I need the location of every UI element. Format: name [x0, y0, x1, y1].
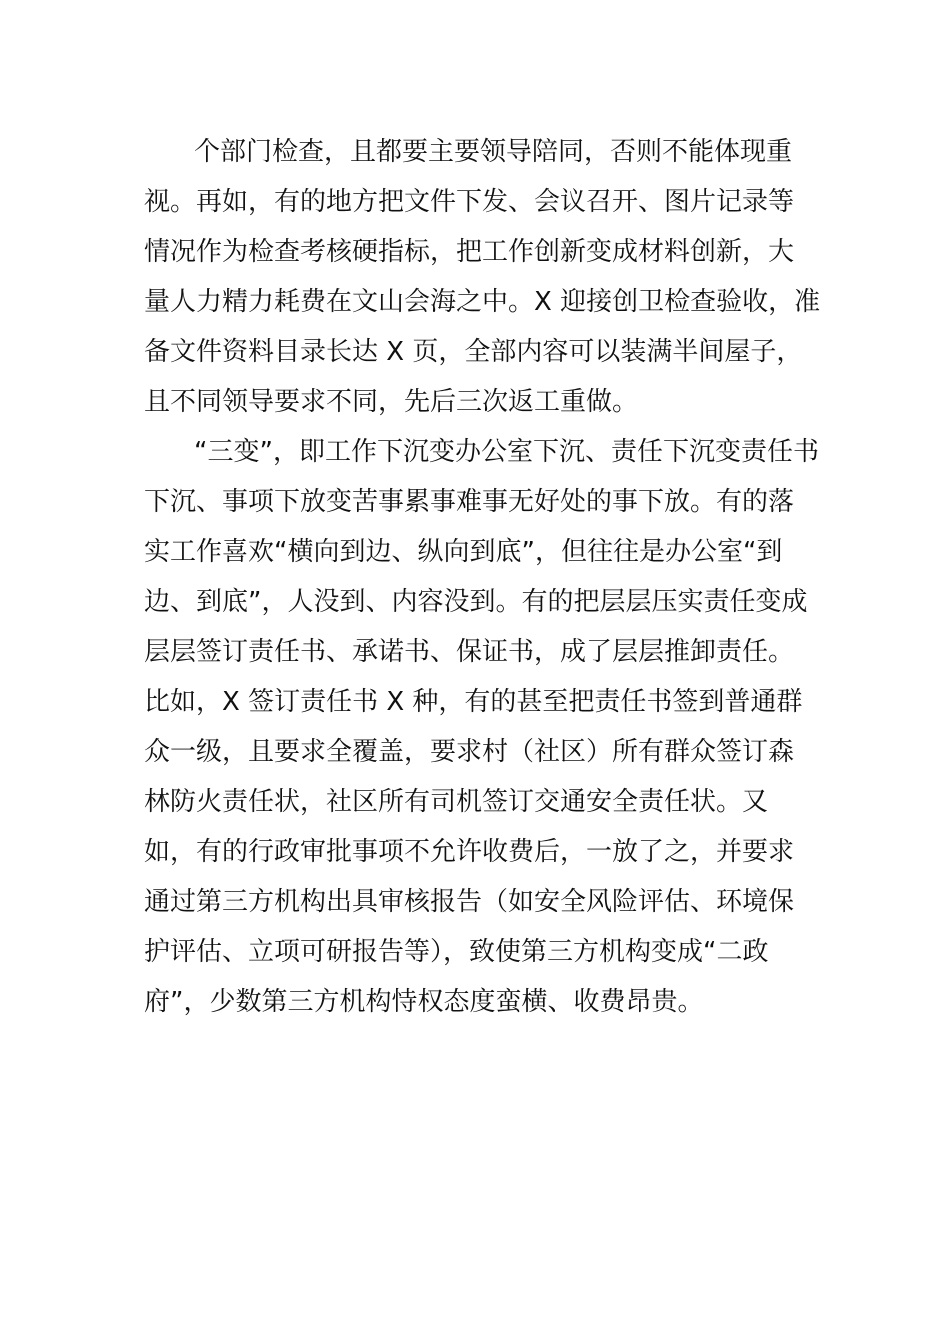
paragraph-1: [144, 127, 821, 427]
body-text: [144, 127, 821, 1027]
text-line: 如，有的行政审批事项不允许收费后，一放了之，并要求: [144, 837, 795, 867]
text-line: 实工作喜欢“横向到边、纵向到底”，但往往是办公室“到: [144, 537, 783, 567]
text-line: 边、到底”，人没到、内容没到。有的把层层压实责任变成: [144, 587, 808, 617]
text-line: 备文件资料目录长达 X 页，全部内容可以装满半间屋子，: [144, 337, 803, 367]
text-line: 林防火责任状，社区所有司机签订交通安全责任状。又: [144, 787, 769, 817]
text-line: 护评估、立项可研报告等），致使第三方机构变成“二政: [144, 937, 769, 967]
text-line: 量人力精力耗费在文山会海之中。X 迎接创卫检查验收，准: [144, 287, 821, 317]
text-line: 情况作为检查考核硬指标，把工作创新变成材料创新，大: [144, 237, 795, 267]
text-line: 众一级，且要求全覆盖，要求村（社区）所有群众签订森: [144, 737, 795, 767]
text-line: 视。再如，有的地方把文件下发、会议召开、图片记录等: [144, 187, 795, 217]
text-line: “三变”，即工作下沉变办公室下沉、责任下沉变责任书: [194, 437, 819, 467]
text-line: 比如，X 签订责任书 X 种，有的甚至把责任书签到普通群: [144, 687, 803, 717]
text-line: 层层签订责任书、承诺书、保证书，成了层层推卸责任。: [144, 637, 795, 667]
text-line: 且不同领导要求不同，先后三次返工重做。: [144, 387, 639, 417]
text-line: 府”，少数第三方机构恃权态度蛮横、收费昂贵。: [144, 987, 704, 1017]
text-line: 通过第三方机构出具审核报告（如安全风险评估、环境保: [144, 887, 795, 917]
text-line: 个部门检查，且都要主要领导陪同，否则不能体现重: [194, 137, 793, 167]
paragraph-2: [144, 427, 819, 1027]
text-line: 下沉、事项下放变苦事累事难事无好处的事下放。有的落: [144, 487, 795, 517]
